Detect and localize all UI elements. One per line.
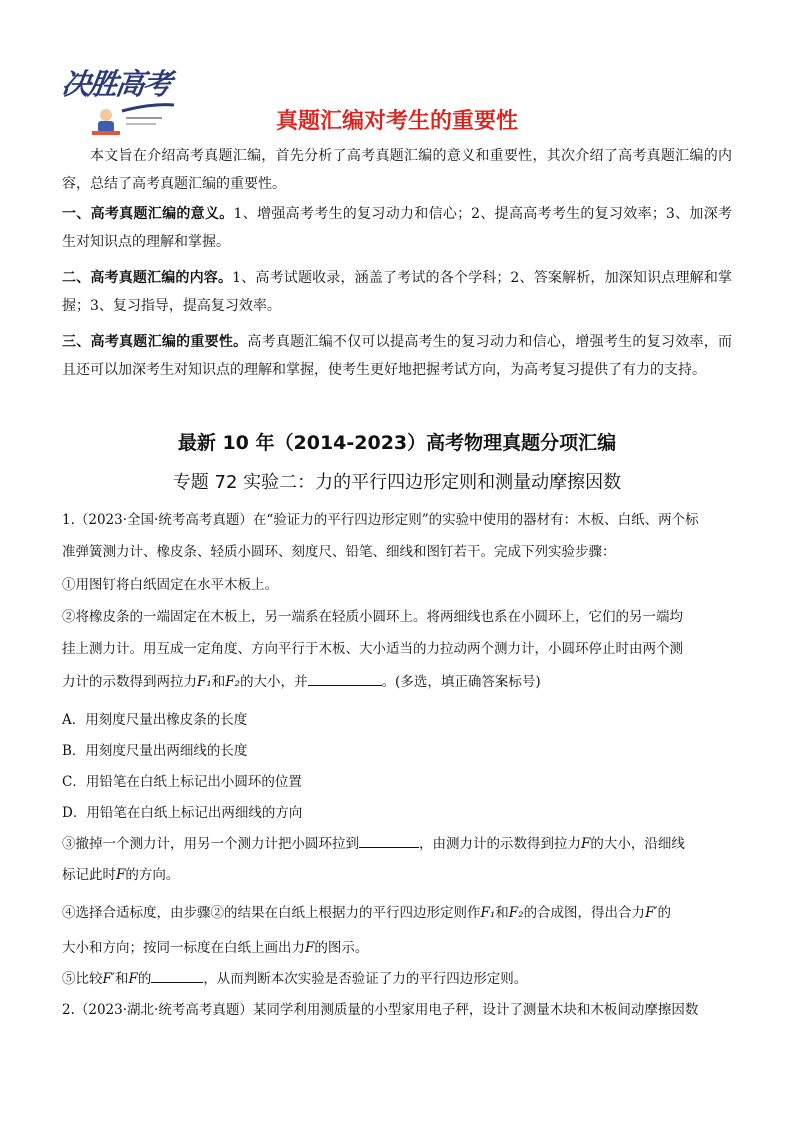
force-f: F [581,836,591,852]
text: 和 [211,674,226,690]
force-f: F [128,971,138,987]
q1-line-2: 准弹簧测力计、橡皮条、轻质小圆环、刻度尺、铅笔、细线和图钉若干。完成下列实验步骤： [62,544,616,560]
text: 的 [137,971,152,987]
text: 的合成图，得出合力 [523,905,646,921]
text: ，从而判断本次实验是否验证了力的平行四边形定则。 [203,971,528,987]
force-f-prime: F′ [645,905,658,921]
force-f2: F₂ [508,905,524,921]
option-a: A．用刻度尺量出橡皮条的长度 [62,712,248,728]
section-3-body: 高考真题汇编不仅可以提高考生的复习动力和信心，增强考生的复习效率，而且还可以加深考生对知识点的理解和掌握，使考生更好地把握考试方向，为高考复习提供了有力的支持。 [62,334,732,378]
force-f: F [116,867,126,883]
q1-step-2c [62,670,742,690]
q1-step-2b: 挂上测力计。用互成一定角度、方向平行于木板、大小适当的力拉动两个测力计，小圆环停止时由两个测 [62,641,683,657]
text: 。(多选，填正确答案标号) [381,674,541,690]
section-3-head: 三、高考真题汇编的重要性。 [62,334,248,350]
q1-step-4b [62,936,742,956]
text: ④选择合适标度，由步骤②的结果在白纸上根据力的平行四边形定则作 [62,905,481,921]
force-f1: F₁ [480,905,496,921]
answer-blank-1[interactable] [308,671,382,686]
q1-step-1: ①用图钉将白纸固定在水平木板上。 [62,577,278,593]
page-title: 真题汇编对考生的重要性 [275,109,518,134]
text: 和 [495,905,509,921]
q2-line-1: 2.（2023·湖北·统考高考真题）某同学利用测质量的小型家用电子秤，设计了测量木块和木板间动摩擦因数 [62,1002,699,1018]
q1-step-2a: ②将橡皮条的一端固定在木板上，另一端系在轻质小圆环上。将两细线也系在小圆环上，它们的另一端均 [62,609,683,625]
text: 大小和方向；按同一标度在白纸上画出力 [62,940,305,956]
answer-blank-3[interactable] [151,968,203,983]
section-1-head: 一、高考真题汇编的意义。 [62,206,234,222]
text: ，由测力计的示数得到拉力 [419,836,581,852]
text: ⑤比较 [62,971,103,987]
text: 标记此时 [62,867,116,883]
force-f-prime: F′ [102,971,115,987]
q1-line-1: 1.（2023·全国·统考高考真题）在“验证力的平行四边形定则”的实验中使用的器材有：木板、白纸、两个标 [62,512,699,528]
force-f: F [305,940,315,956]
option-d: D．用铅笔在白纸上标记出两细线的方向 [62,805,303,821]
text: 的大小，并 [240,674,308,690]
section-2-head: 二、高考真题汇编的内容。 [62,270,233,286]
q1-step-3a [62,832,742,852]
heading-topic: 专题 72 实验二：力的平行四边形定则和测量动摩擦因数 [172,472,622,493]
force-f1: F₁ [197,674,212,690]
text: 的 [657,905,671,921]
force-f2: F₂ [225,674,241,690]
q1-step-4a [62,901,742,921]
section-1-body: 1、增强高考考生的复习动力和信心；2、提高高考考生的复习效率；3、加深考生对知识点的理解和掌握。 [62,206,732,250]
section-1 [62,200,732,256]
q1-step-5 [62,967,742,987]
text: 的方向。 [125,867,180,883]
section-3 [62,328,732,384]
logo-text: 决胜高考 [59,67,173,101]
text: 的图示。 [314,940,369,956]
answer-blank-2[interactable] [359,833,419,848]
intro-paragraph: 本文旨在介绍高考真题汇编，首先分析了高考真题汇编的意义和重要性，其次介绍了高考真题汇编的内容，总结了高考真题汇编的重要性。 [62,148,732,192]
text: ③撤掉一个测力计，用另一个测力计把小圆环拉到 [62,836,359,852]
option-c: C．用铅笔在白纸上标记出小圆环的位置 [62,774,302,790]
heading-collection: 最新 10 年（2014-2023）高考物理真题分项汇编 [177,432,617,454]
option-b: B．用刻度尺量出两细线的长度 [62,743,248,759]
q1-step-3b [62,863,742,883]
section-2 [62,264,732,320]
text: 力计的示数得到两拉力 [62,674,197,690]
section-2-body: 1、高考试题收录，涵盖了考试的各个学科；2、答案解析，加深知识点理解和掌握；3、复习指导，提高复习效率。 [62,270,733,314]
text: 和 [114,971,129,987]
text: 的大小，沿细线 [590,836,685,852]
